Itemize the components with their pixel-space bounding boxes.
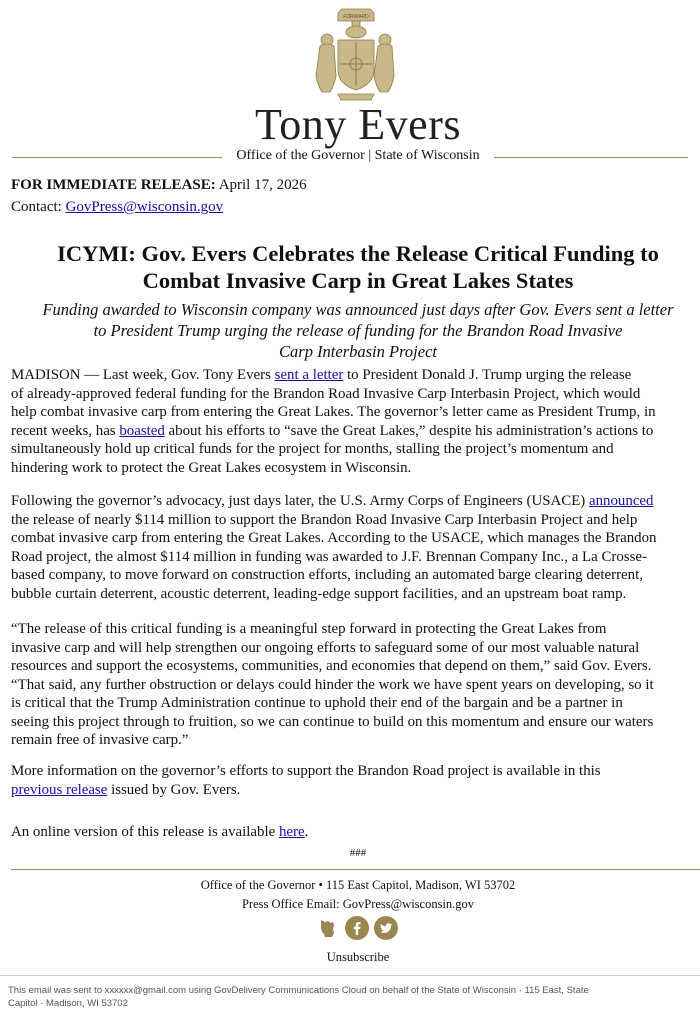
facebook-icon[interactable] (345, 916, 369, 940)
paragraph-1 (11, 366, 700, 477)
paragraph-4 (11, 762, 700, 799)
paragraph-line: resources and support the ecosystems, communities, and economies that depend on them,” said Gov. Evers. (11, 658, 652, 674)
footer-contact (0, 876, 700, 914)
text-run: about his efforts to “save the Great Lakes,” despite his administration’s actions to (164, 422, 654, 439)
paragraph-2 (11, 492, 700, 603)
release-label: FOR IMMEDIATE RELEASE: (11, 177, 216, 193)
paragraph-line: based company, to move forward on construction efforts, including an automated barge clearing deterrent, (11, 567, 643, 583)
governor-name: Tony Evers (255, 100, 461, 149)
footer-address: Office of the Governor • 115 East Capitol, Madison, WI 53702 (200, 878, 516, 892)
masthead (0, 0, 700, 172)
paragraph-line: invasive carp and will help strengthen our ongoing efforts to safeguard some of our most valuable natural (11, 639, 640, 656)
contact-line (11, 196, 691, 218)
social-links (316, 916, 400, 940)
footer-email: Press Office Email: GovPress@wisconsin.gov (241, 897, 475, 911)
text-run: issued by Gov. Evers. (107, 781, 241, 798)
paragraph-line (11, 366, 700, 385)
end-marks: ### (349, 847, 367, 859)
bottom-divider (0, 975, 700, 976)
release-meta (11, 174, 691, 218)
paragraph-line (11, 492, 700, 511)
subheadline (0, 299, 700, 362)
unsubscribe-wrapper (0, 949, 700, 965)
subhead-line-1: Funding awarded to Wisconsin company was announced just days after Gov. Evers sent a letter (42, 300, 674, 319)
office-subtitle: Office of the Governor | State of Wisconsin (236, 148, 480, 163)
state-name: State of Wisconsin (374, 148, 480, 163)
paragraph-line: More information on the governor’s efforts to support the Brandon Road project is available in this (11, 763, 601, 779)
paragraph-line (11, 422, 700, 441)
online-version-link[interactable]: here (278, 824, 305, 840)
masthead-rule-right (494, 157, 688, 158)
contact-label: Contact: (11, 199, 62, 215)
footer-divider (11, 869, 700, 870)
masthead-rule-left (12, 157, 222, 158)
boasted-link[interactable]: boasted (119, 422, 165, 439)
paragraph-line: of already-approved federal funding for the Brandon Road Invasive Carp Interbasin Project, which would (11, 385, 641, 402)
paragraph-line: bubble curtain deterrent, acoustic deterrent, leading-edge support facilities, and an upstream boat ramp. (11, 585, 627, 602)
paragraph-line (11, 823, 700, 842)
paragraph-line: is critical that the Trump Administration continue to uphold their end of the bargain and be a partner in (11, 695, 623, 711)
release-date: April 17, 2026 (218, 177, 307, 193)
text-run: to President Donald J. Trump urging the release (343, 367, 632, 383)
office-name: Office of the Governor (236, 148, 365, 163)
paragraph-5 (11, 823, 700, 842)
paragraph-line: Road project, the almost $114 million in funding was awarded to J.F. Brennan Company Inc., a La Crosse- (11, 548, 647, 565)
twitter-icon[interactable] (374, 916, 398, 940)
paragraph-line: simultaneously hold up critical funds for the project for months, stalling the project’s momentum and (11, 441, 614, 457)
paragraph-line: help combat invasive carp from entering the Great Lakes. The governor’s letter came as President Trump, in (11, 404, 656, 420)
text-run: MADISON — Last week, Gov. Tony Evers (11, 367, 275, 383)
announced-link[interactable]: announced (588, 493, 654, 509)
headline-line-1: ICYMI: Gov. Evers Celebrates the Release Critical Funding to (57, 241, 659, 266)
paragraph-line: “The release of this critical funding is a meaningful step forward in protecting the Great Lakes from (11, 621, 607, 637)
svg-text:FORWARD: FORWARD (343, 14, 369, 20)
wisconsin-icon[interactable] (316, 916, 340, 940)
text-run: recent weeks, has (11, 422, 120, 439)
headline-line-2: Combat Invasive Carp in Great Lakes States (142, 268, 574, 293)
paragraph-line: combat invasive carp from entering the Great Lakes. According to the USACE, which manages the Brandon (11, 530, 657, 546)
state-seal-icon (312, 6, 400, 108)
headline (0, 240, 700, 294)
paragraph-line: the release of nearly $114 million to support the Brandon Road Invasive Carp Interbasin Project and help (11, 511, 638, 528)
text-run: Following the governor’s advocacy, just days later, the U.S. Army Corps of Engineers (USACE) (11, 493, 589, 509)
disclaimer-line-2: Capitol · Madison, WI 53702 (8, 997, 128, 1009)
sent-a-letter-link[interactable]: sent a letter (274, 367, 344, 383)
paragraph-line: seeing this project through to fruition, so we can continue to build on this momentum and ensure our waters (11, 713, 654, 730)
paragraph-line: “That said, any further obstruction or delays could hinder the work we have spent years on developing, so it (11, 676, 654, 693)
disclaimer-line-1: This email was sent to xxxxxx@gmail.com using GovDelivery Communications Cloud on behalf of the State of Wisconsin · 115 East, State (8, 985, 589, 996)
email-disclaimer (8, 985, 688, 1010)
contact-email-link[interactable]: GovPress@wisconsin.gov (65, 199, 224, 215)
release-date-line (11, 174, 691, 196)
paragraph-line (11, 781, 700, 800)
paragraph-line: remain free of invasive carp.” (11, 732, 189, 748)
paragraph-line: hindering work to protect the Great Lakes ecosystem in Wisconsin. (11, 459, 412, 476)
paragraph-3-quote (11, 620, 700, 750)
previous-release-link[interactable]: previous release (11, 781, 108, 798)
unsubscribe-link[interactable]: Unsubscribe (326, 950, 390, 964)
text-run: . (304, 824, 309, 840)
text-run: An online version of this release is available (11, 824, 279, 840)
subhead-line-2: to President Trump urging the release of funding for the Brandon Road Invasive (93, 321, 623, 340)
subhead-line-3: Carp Interbasin Project (279, 342, 437, 361)
